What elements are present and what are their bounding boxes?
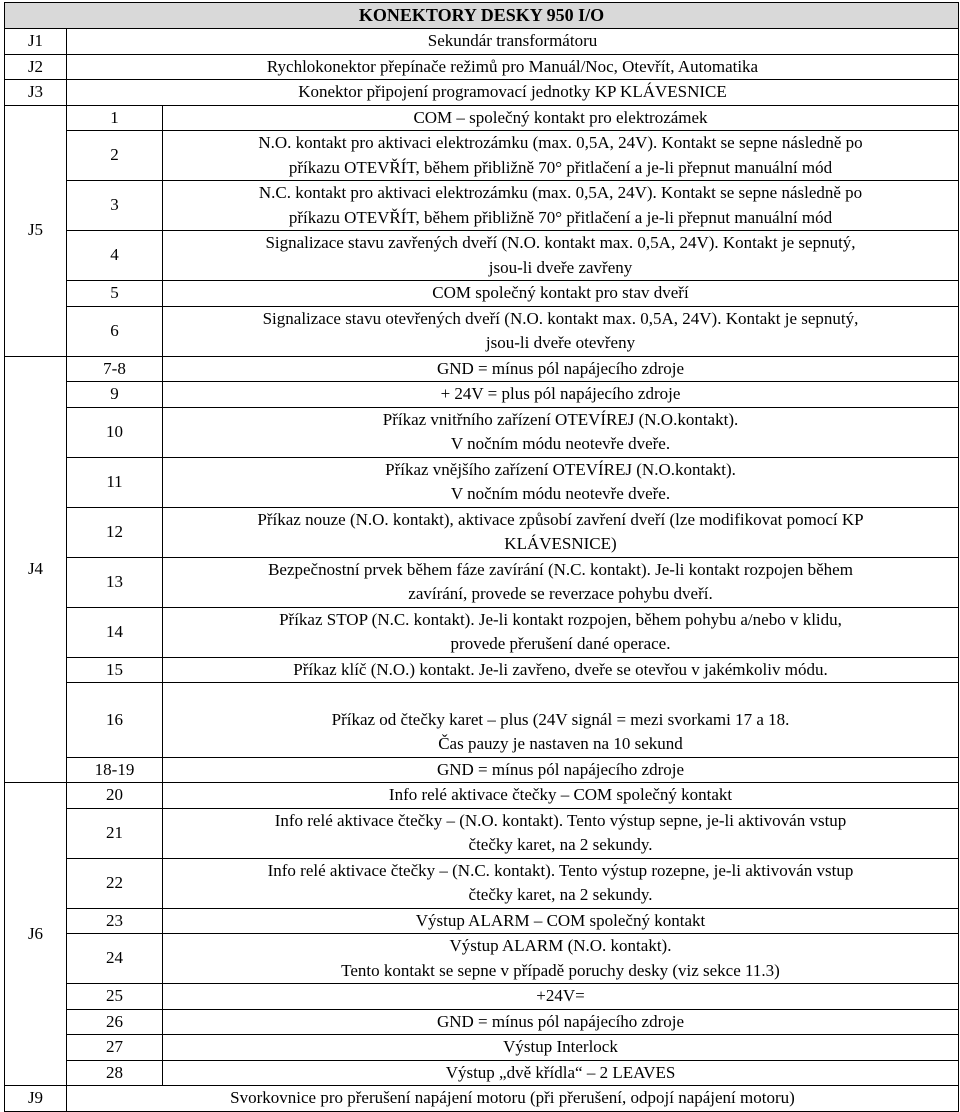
pin-description <box>163 657 959 683</box>
connector-group-label: J4 <box>5 356 67 783</box>
description-line: Signalizace stavu zavřených dveří (N.O. kontakt max. 0,5A, 24V). Kontakt je sepnutý, <box>265 233 856 252</box>
description-line: N.C. kontakt pro aktivaci elektrozámku (max. 0,5A, 24V). Kontakt se sepne následně po <box>258 183 863 202</box>
pin-row <box>5 507 959 557</box>
description-line: Příkaz klíč (N.O.) kontakt. Je-li zavřeno, dveře se otevřou v jakémkoliv módu. <box>293 659 828 679</box>
pin-number: 21 <box>67 808 163 858</box>
description-line: COM společný kontakt pro stav dveří <box>432 283 689 302</box>
pin-number: 22 <box>67 858 163 908</box>
pin-number: 3 <box>67 181 163 231</box>
description-line: + 24V = plus pól napájecího zdroje <box>440 384 681 403</box>
description-line: COM – společný kontakt pro elektrozámek <box>413 107 708 127</box>
pin-number: 27 <box>67 1035 163 1061</box>
pin-row <box>5 382 959 408</box>
pin-row <box>5 1035 959 1061</box>
pin-row <box>5 457 959 507</box>
pin-description <box>163 407 959 457</box>
pin-number: 26 <box>67 1009 163 1035</box>
pin-number: 9 <box>67 382 163 408</box>
pin-row <box>5 657 959 683</box>
pin-description <box>163 306 959 356</box>
description-line: Výstup ALARM (N.O. kontakt). <box>449 936 672 955</box>
connector-description: Sekundár transformátoru <box>67 29 959 55</box>
description-line: Info relé aktivace čtečky – (N.C. kontakt). Tento výstup rozepne, je-li aktivován vstup <box>267 860 854 880</box>
description-line: Signalizace stavu otevřených dveří (N.O. kontakt max. 0,5A, 24V). Kontakt je sepnutý, <box>262 308 859 328</box>
pin-row <box>5 181 959 231</box>
description-line: KLÁVESNICE) <box>504 534 617 553</box>
pin-description <box>163 858 959 908</box>
pin-number: 16 <box>67 683 163 758</box>
pin-number: 4 <box>67 231 163 281</box>
connector-row <box>5 29 959 55</box>
pin-description <box>163 231 959 281</box>
pin-description <box>163 105 959 131</box>
pin-row <box>5 934 959 984</box>
description-line: zavírání, provede se reverzace pohybu dveří. <box>408 584 713 603</box>
pin-row <box>5 131 959 181</box>
connector-description: Rychlokonektor přepínače režimů pro Manuál/Noc, Otevřít, Automatika <box>67 54 959 80</box>
table-title: KONEKTORY DESKY 950 I/O <box>5 3 959 29</box>
description-line: N.O. kontakt pro aktivaci elektrozámku (max. 0,5A, 24V). Kontakt se sepne následně po <box>258 133 863 152</box>
pin-number: 2 <box>67 131 163 181</box>
pin-number: 5 <box>67 281 163 307</box>
pin-number: 6 <box>67 306 163 356</box>
pin-description <box>163 557 959 607</box>
description-line: V nočním módu neotevře dveře. <box>450 434 671 453</box>
description-line: Výstup ALARM – COM společný kontakt <box>415 910 706 930</box>
connector-id: J2 <box>5 54 67 80</box>
pin-description <box>163 1009 959 1035</box>
pin-number: 12 <box>67 507 163 557</box>
table-title-row <box>5 3 959 29</box>
pin-number: 15 <box>67 657 163 683</box>
connector-row <box>5 80 959 106</box>
connector-group-label: J5 <box>5 105 67 356</box>
pin-row <box>5 356 959 382</box>
pin-row <box>5 607 959 657</box>
pin-description <box>163 607 959 657</box>
pin-number: 1 <box>67 105 163 131</box>
pin-row <box>5 757 959 783</box>
pin-description <box>163 757 959 783</box>
pin-description <box>163 131 959 181</box>
description-line: Příkaz vnitřního zařízení OTEVÍREJ (N.O.kontakt). <box>382 409 739 429</box>
description-line: jsou-li dveře otevřeny <box>485 333 636 352</box>
pin-row <box>5 231 959 281</box>
pin-description <box>163 934 959 984</box>
pin-description <box>163 281 959 307</box>
description-line: GND = mínus pól napájecího zdroje <box>436 1011 685 1031</box>
pin-row <box>5 1009 959 1035</box>
pin-row <box>5 808 959 858</box>
pin-row <box>5 557 959 607</box>
description-line: Příkaz vnějšího zařízení OTEVÍREJ (N.O.kontakt). <box>385 459 736 479</box>
pin-number: 24 <box>67 934 163 984</box>
connector-row <box>5 54 959 80</box>
pin-row <box>5 105 959 131</box>
description-line: jsou-li dveře zavřeny <box>488 257 633 277</box>
pin-description <box>163 1035 959 1061</box>
pin-row <box>5 281 959 307</box>
connector-table <box>4 2 959 1112</box>
connector-description: Konektor připojení programovací jednotky KP KLÁVESNICE <box>67 80 959 106</box>
pin-row <box>5 858 959 908</box>
pin-description <box>163 808 959 858</box>
pin-row <box>5 783 959 809</box>
description-line: provede přerušení dané operace. <box>450 634 671 653</box>
connector-group-label: J6 <box>5 783 67 1086</box>
description-line: Čas pauzy je nastaven na 10 sekund <box>438 734 683 753</box>
connector-description: Svorkovnice pro přerušení napájení motoru (při přerušení, odpojí napájení motoru) <box>67 1086 959 1112</box>
pin-description <box>163 908 959 934</box>
pin-description <box>163 507 959 557</box>
description-line: Výstup Interlock <box>503 1037 618 1056</box>
pin-row <box>5 683 959 758</box>
pin-row <box>5 407 959 457</box>
description-line: Tento kontakt se sepne v případě poruchy desky (viz sekce 11.3) <box>341 960 780 980</box>
pin-number: 14 <box>67 607 163 657</box>
pin-number: 7-8 <box>67 356 163 382</box>
description-line: Info relé aktivace čtečky – COM společný kontakt <box>388 785 733 804</box>
pin-number: 11 <box>67 457 163 507</box>
pin-description <box>163 356 959 382</box>
description-line: Výstup „dvě křídla“ – 2 LEAVES <box>445 1062 676 1082</box>
pin-number: 18-19 <box>67 757 163 783</box>
pin-description <box>163 683 959 758</box>
pin-description <box>163 382 959 408</box>
connector-id: J1 <box>5 29 67 55</box>
pin-description <box>163 457 959 507</box>
description-line: GND = mínus pól napájecího zdroje <box>436 358 685 378</box>
pin-row <box>5 306 959 356</box>
pin-description <box>163 1060 959 1086</box>
pin-row <box>5 1060 959 1086</box>
connector-row <box>5 1086 959 1112</box>
description-line: příkazu OTEVŘÍT, během přibližně 70° přitlačení a je-li přepnut manuální mód <box>288 207 833 227</box>
pin-number: 23 <box>67 908 163 934</box>
connector-id: J9 <box>5 1086 67 1112</box>
description-line: GND = mínus pól napájecího zdroje <box>436 759 685 779</box>
pin-number: 10 <box>67 407 163 457</box>
pin-description <box>163 984 959 1010</box>
pin-number: 20 <box>67 783 163 809</box>
description-line <box>167 683 954 708</box>
pin-description <box>163 181 959 231</box>
connector-table-wrapper <box>4 2 958 1112</box>
pin-row <box>5 984 959 1010</box>
description-line: čtečky karet, na 2 sekundy. <box>468 885 653 904</box>
description-line: Bezpečnostní prvek během fáze zavírání (N.C. kontakt). Je-li kontakt rozpojen během <box>268 559 853 579</box>
pin-number: 25 <box>67 984 163 1010</box>
description-line: čtečky karet, na 2 sekundy. <box>468 835 653 854</box>
description-line: Příkaz STOP (N.C. kontakt). Je-li kontakt rozpojen, během pohybu a/nebo v klidu, <box>279 609 842 629</box>
pin-description <box>163 783 959 809</box>
description-line: Info relé aktivace čtečky – (N.O. kontakt). Tento výstup sepne, je-li aktivován vstup <box>274 810 847 830</box>
description-line: +24V= <box>536 986 585 1005</box>
pin-number: 13 <box>67 557 163 607</box>
connector-id: J3 <box>5 80 67 106</box>
pin-row <box>5 908 959 934</box>
description-line: Příkaz nouze (N.O. kontakt), aktivace způsobí zavření dveří (lze modifikovat pomocí KP <box>257 509 864 529</box>
description-line: Příkaz od čtečky karet – plus (24V signál = mezi svorkami 17 a 18. <box>331 709 790 729</box>
description-line: příkazu OTEVŘÍT, během přibližně 70° přitlačení a je-li přepnut manuální mód <box>288 157 833 177</box>
description-line: V nočním módu neotevře dveře. <box>450 484 671 503</box>
pin-number: 28 <box>67 1060 163 1086</box>
